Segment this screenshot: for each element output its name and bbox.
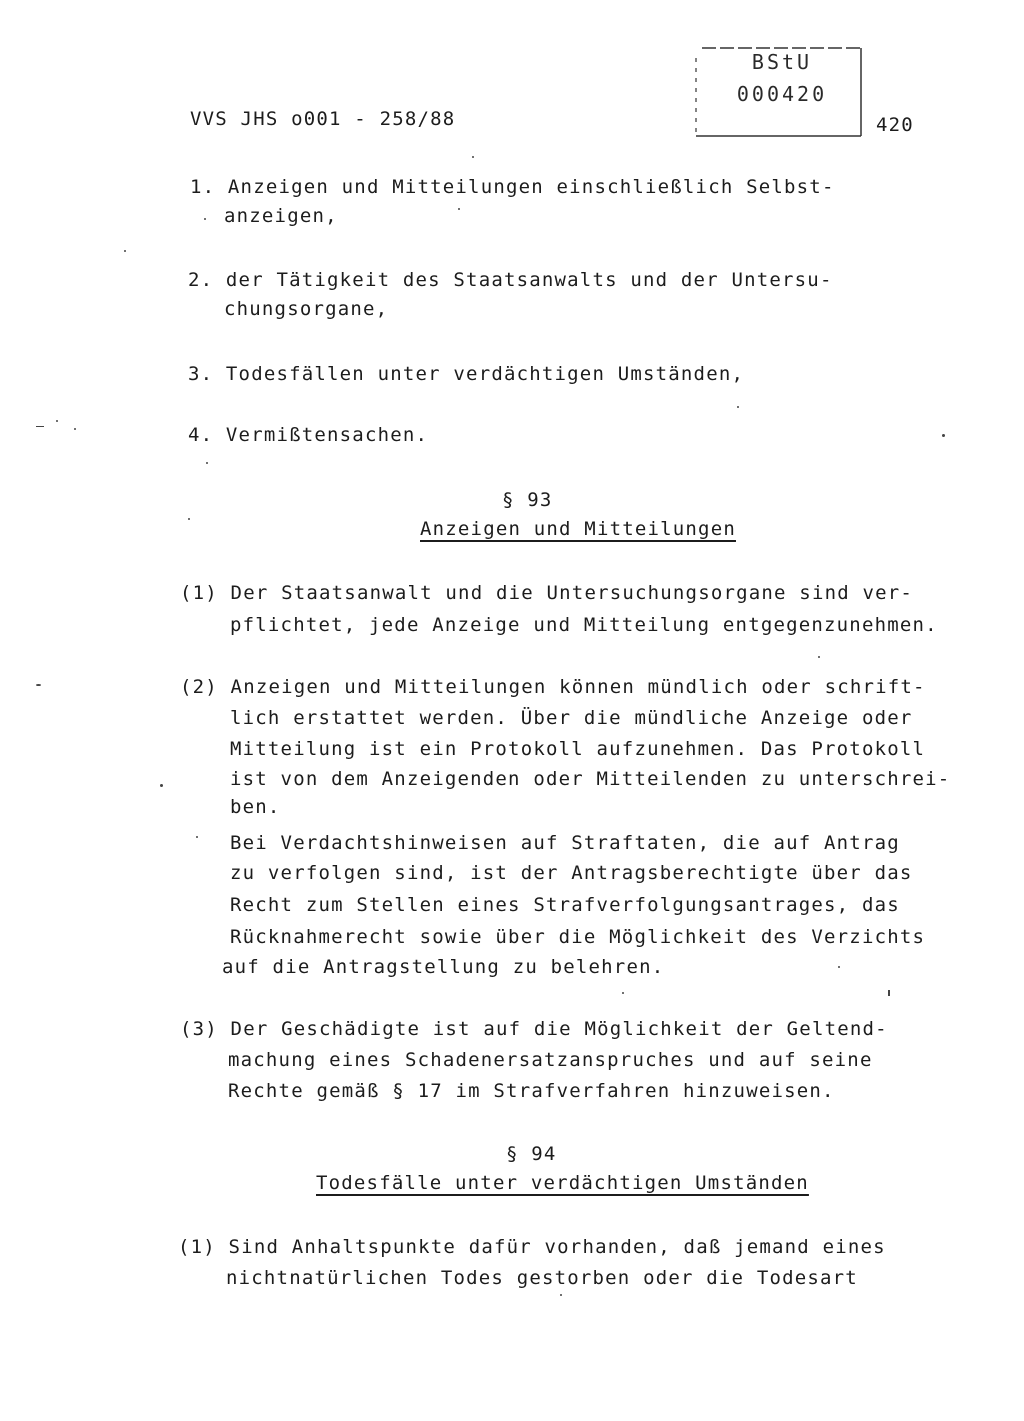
list-item-1-line-1: 1. Anzeigen und Mitteilungen einschließlich Selbst- xyxy=(190,176,835,198)
document-reference: VVS JHS o001 - 258/88 xyxy=(190,108,456,130)
archive-stamp xyxy=(694,46,862,138)
s93-para-2-line-1: (2) Anzeigen und Mitteilungen können mündlich oder schrift- xyxy=(180,676,926,698)
s94-para-1-line-2: nichtnatürlichen Todes gestorben oder die Todesart xyxy=(226,1267,858,1289)
s93-para-2-line-4: ist von dem Anzeigenden oder Mitteilenden zu unterschrei- xyxy=(230,768,951,790)
list-item-3: 3. Todesfällen unter verdächtigen Umständen, xyxy=(188,363,745,385)
section-94-title: Todesfälle unter verdächtigen Umständen xyxy=(316,1172,809,1194)
s93-para-3-line-3: Rechte gemäß § 17 im Strafverfahren hinzuweisen. xyxy=(228,1080,835,1102)
stamp-archive-label: BStU xyxy=(751,50,813,74)
section-94-number: § 94 xyxy=(506,1143,557,1165)
s93-para-3-line-1: (3) Der Geschädigte ist auf die Möglichkeit der Geltend- xyxy=(180,1018,888,1040)
list-item-2-line-1: 2. der Tätigkeit des Staatsanwalts und der Untersu- xyxy=(188,269,833,291)
s93-para-2-line-10: auf die Antragstellung zu belehren. xyxy=(222,956,665,978)
page-number: 420 xyxy=(876,114,914,136)
s93-para-1-line-2: pflichtet, jede Anzeige und Mitteilung entgegenzunehmen. xyxy=(230,614,938,636)
s93-para-2-line-6: Bei Verdachtshinweisen auf Straftaten, die auf Antrag xyxy=(230,832,900,854)
s93-para-2-line-8: Recht zum Stellen eines Strafverfolgungsantrages, das xyxy=(230,894,900,916)
s94-para-1-line-1: (1) Sind Anhaltspunkte dafür vorhanden, daß jemand eines xyxy=(178,1236,886,1258)
section-93-title: Anzeigen und Mitteilungen xyxy=(420,518,736,540)
list-item-1-line-2: anzeigen, xyxy=(224,205,338,227)
section-93-number: § 93 xyxy=(502,489,553,511)
list-item-4: 4. Vermißtensachen. xyxy=(188,424,429,446)
s93-para-2-line-5: ben. xyxy=(230,796,281,818)
list-item-2-line-2: chungsorgane, xyxy=(224,298,389,320)
s93-para-2-line-9: Rücknahmerecht sowie über die Möglichkeit des Verzichts xyxy=(230,926,926,948)
s93-para-2-line-7: zu verfolgen sind, ist der Antragsberechtigte über das xyxy=(230,862,913,884)
s93-para-2-line-3: Mitteilung ist ein Protokoll aufzunehmen. Das Protokoll xyxy=(230,738,926,760)
s93-para-2-line-2: lich erstattet werden. Über die mündliche Anzeige oder xyxy=(230,707,913,729)
s93-para-1-line-1: (1) Der Staatsanwalt und die Untersuchungsorgane sind ver- xyxy=(180,582,914,604)
s93-para-3-line-2: machung eines Schadenersatzanspruches und auf seine xyxy=(228,1049,873,1071)
stamp-number: 000420 xyxy=(736,82,828,106)
